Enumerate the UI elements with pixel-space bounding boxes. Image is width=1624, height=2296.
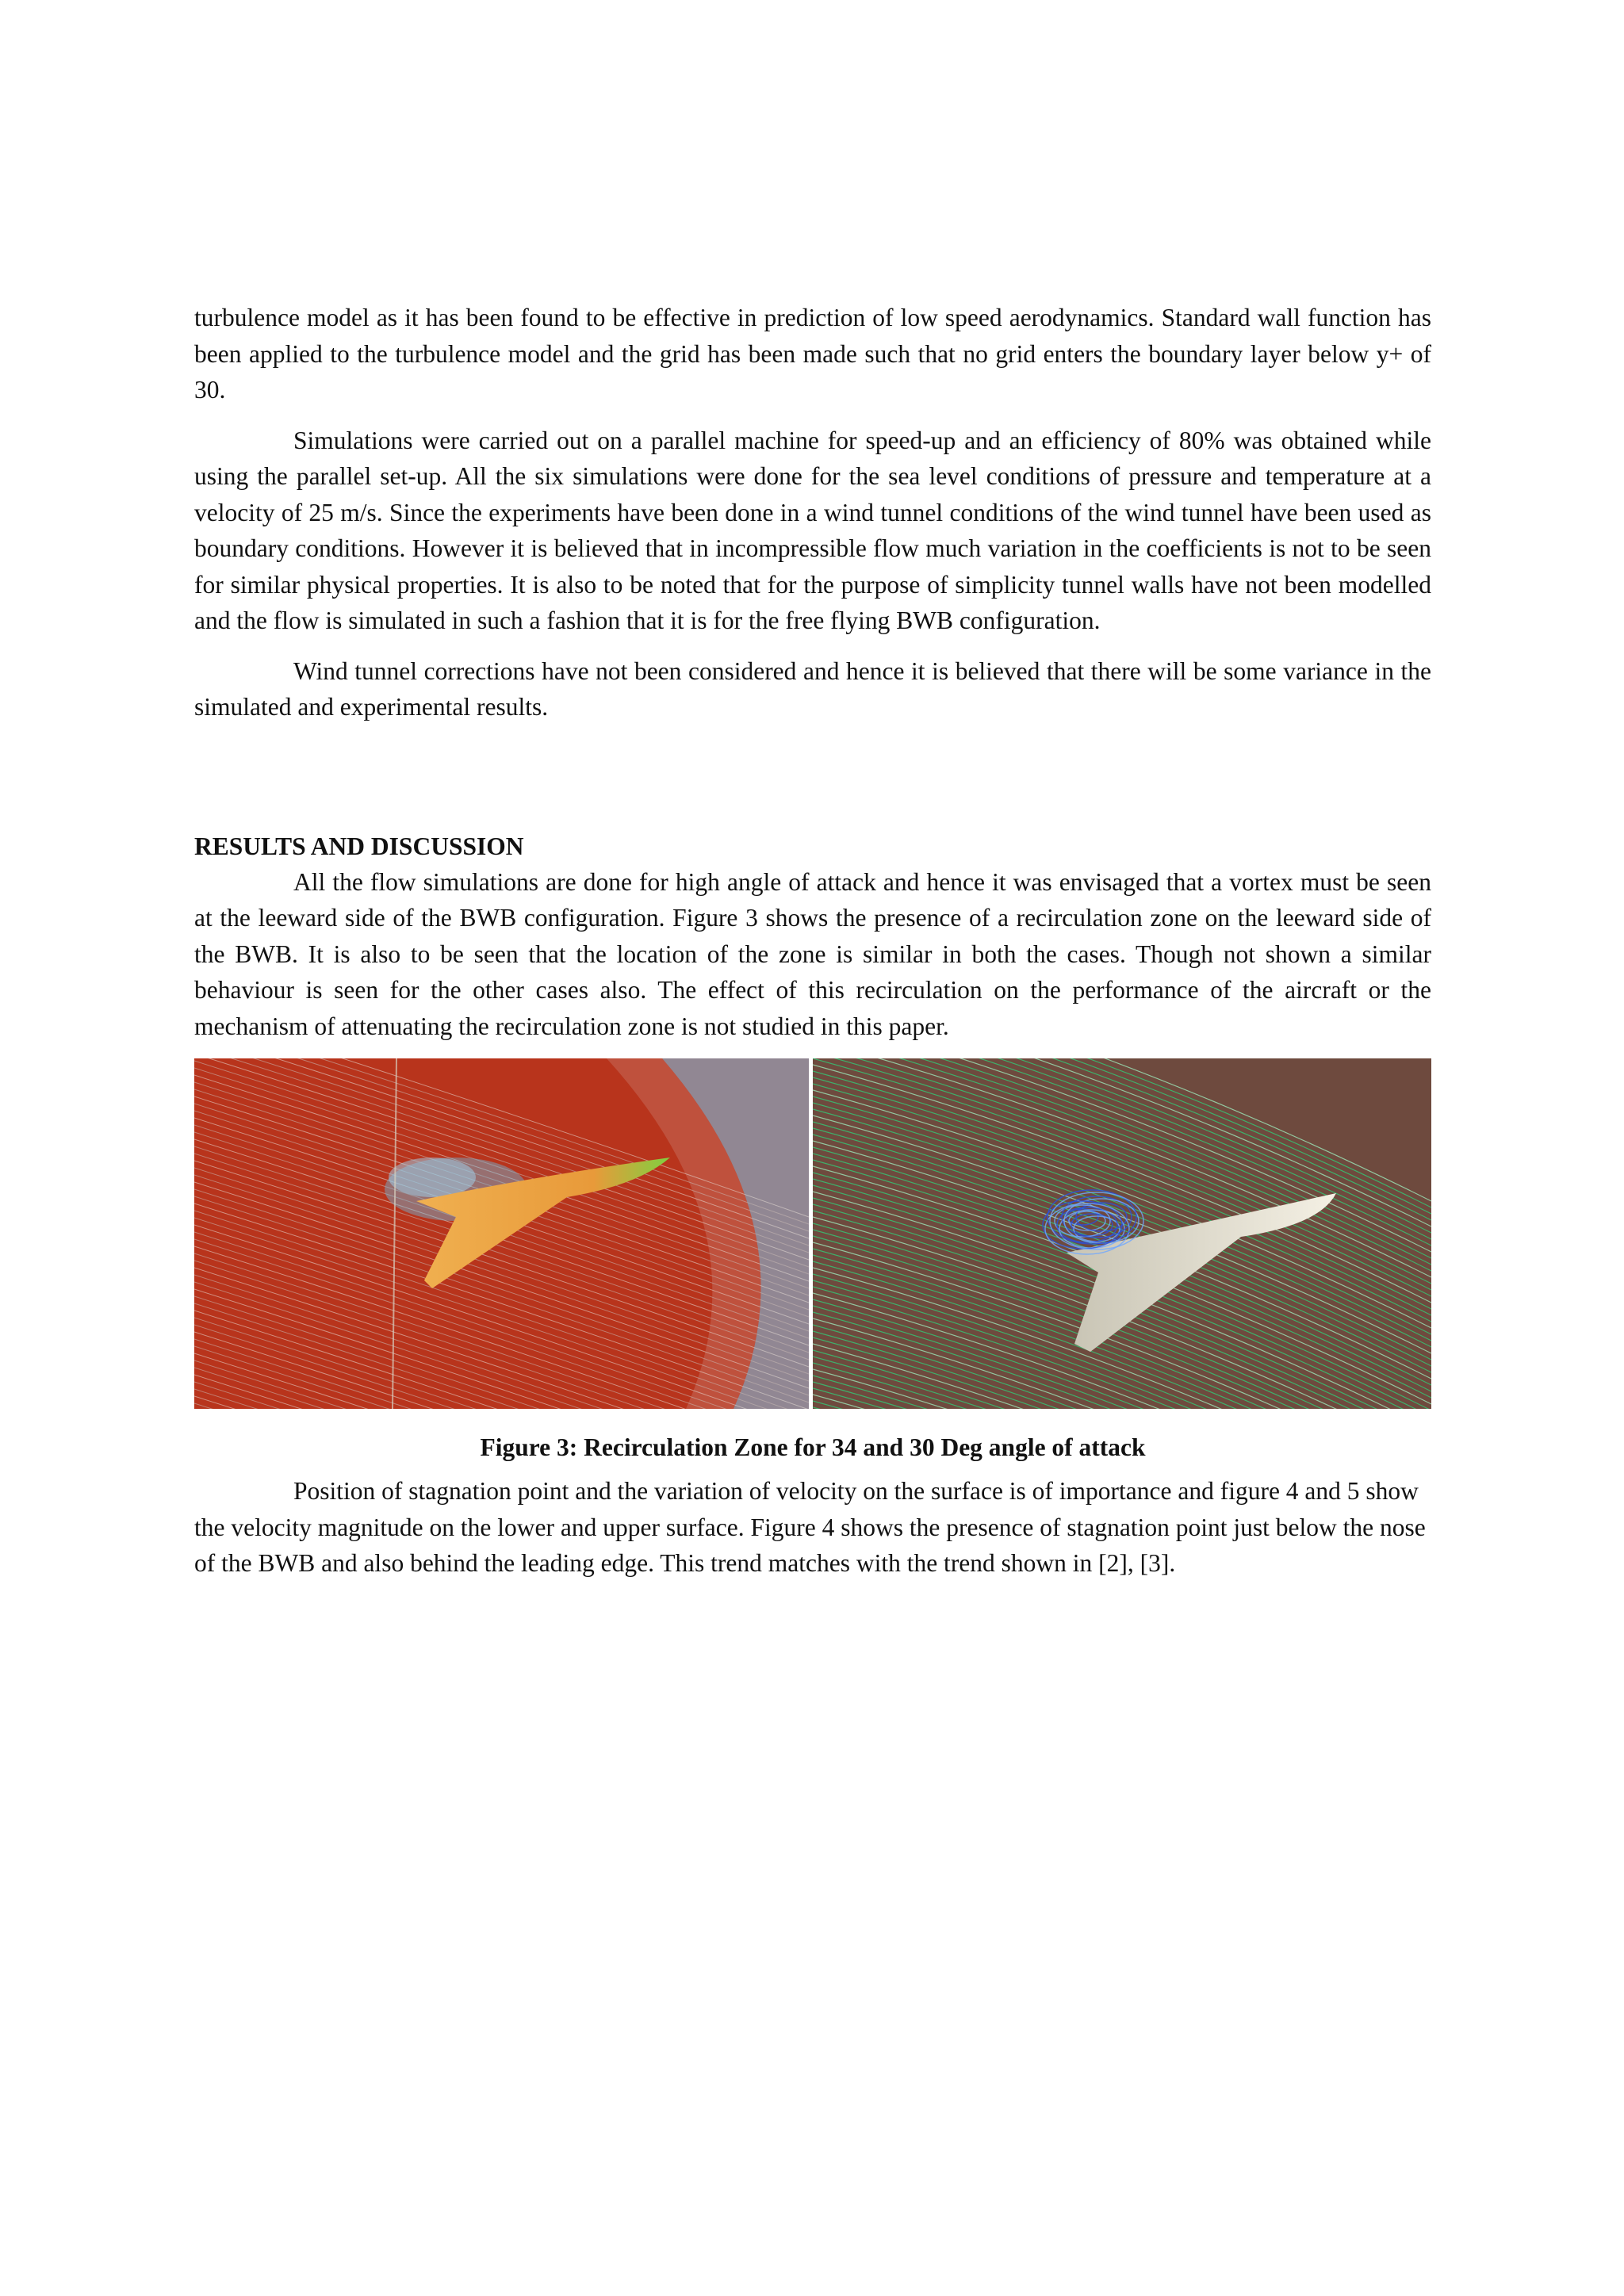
paragraph-stagnation-point: Position of stagnation point and the variation of velocity on the surface is of importance and figure 4 and 5 show the velocity magnitude on the lower and upper surface. Figure 4 shows the presence of stagnation point just below the nose of the BWB and also behind the leading edge. This trend matches with the trend shown in [2], [3]. [194,1477,1426,1577]
paragraph-simulation-setup: Simulations were carried out on a parallel machine for speed-up and an efficiency of 80% was obtained while using the parallel set-up. All the six simulations were done for the sea level conditions of pressure and temperature at a velocity of 25 m/s. Since the experiments have been done in a wind tunnel conditions of the wind tunnel have been used as boundary conditions. However it is believed that in incompressible flow much variation in the coefficients is not to be seen for similar physical properties. It is also to be noted that for the purpose of simplicity tunnel walls have not been modelled and the flow is simulated in such a fashion that it is for the free flying BWB configuration. [194,426,1431,634]
page-content [194,300,1431,1596]
paragraph-wind-tunnel-corrections: Wind tunnel corrections have not been considered and hence it is believed that there will be some variance in the simulated and experimental results. [194,656,1431,721]
figure-3 [194,1058,1431,1409]
paragraph-results-discussion: All the flow simulations are done for high angle of attack and hence it was envisaged that a vortex must be seen at the leeward side of the BWB configuration. Figure 3 shows the presence of a recirculation zone on the leeward side of the BWB. It is also to be seen that the location of the zone is similar in both the cases. Though not shown a similar behaviour is seen for the other cases also. The effect of this recirculation on the performance of the aircraft or the mechanism of attenuating the recirculation zone is not studied in this paper. [194,867,1431,1040]
flow-visualization-30-deg [813,1058,1431,1409]
section-heading-results: RESULTS AND DISCUSSION [194,832,524,860]
flow-visualization-34-deg [194,1058,809,1409]
figure-3-left-image [194,1058,809,1409]
figure-3-caption: Figure 3: Recirculation Zone for 34 and 30 Deg angle of attack [480,1433,1146,1461]
figure-3-right-image [813,1058,1431,1409]
paragraph-turbulence-model: turbulence model as it has been found to be effective in prediction of low speed aerodynamics. Standard wall function has been applied to the turbulence model and the grid has been made such that no grid enters the boundary layer below y+ of 30. [194,304,1431,404]
